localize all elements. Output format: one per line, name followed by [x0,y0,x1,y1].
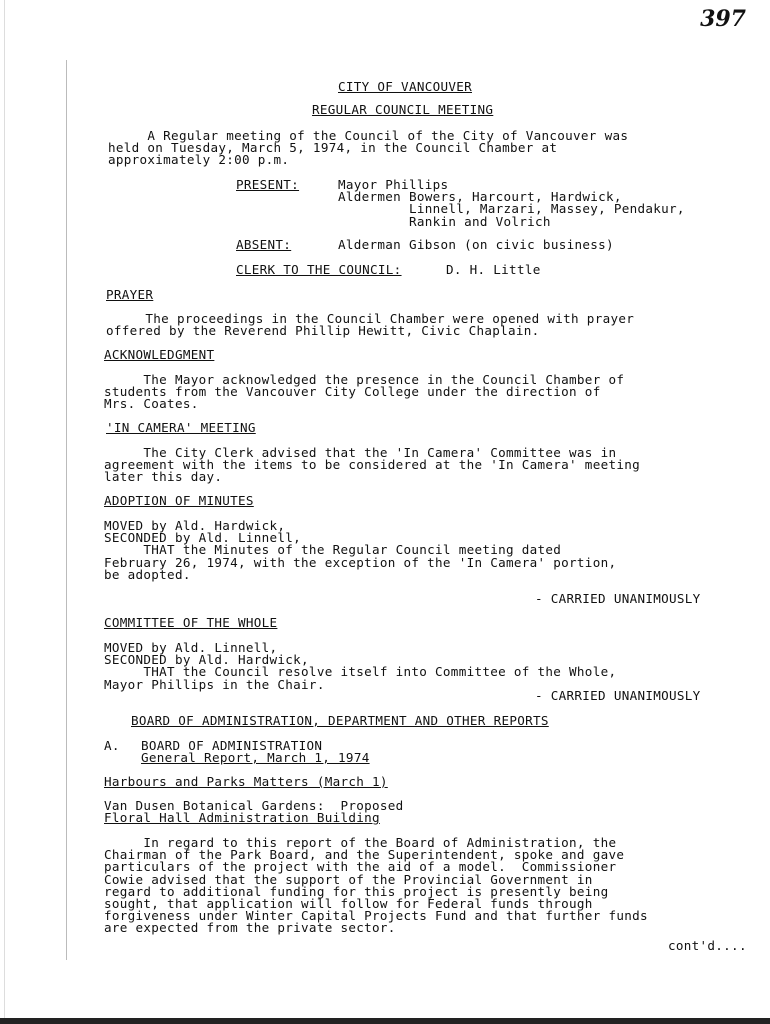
section-a-letter: A. [104,738,120,753]
committee-result: - CARRIED UNANIMOUSLY [535,688,701,703]
document-title: CITY OF VANCOUVER [338,79,472,94]
adoption-result: - CARRIED UNANIMOUSLY [535,591,701,606]
present-value: Mayor Phillips Aldermen Bowers, Harcourt, Hardwick, Linnell, Marzari, Massey, Pendakur, Rankin and Volrich [338,177,685,229]
clerk-value: D. H. Little [446,262,541,277]
margin-line [66,60,67,960]
committee-heading: COMMITTEE OF THE WHOLE [104,615,278,630]
vandusen-body: In regard to this report of the Board of Administration, the Chairman of the Park Board, and the Superintendent, spoke and gave particulars of the project with the aid of a model. Commissioner Cowie advised that the support of the Provincial Government in regard to additional funding for this project is presently being sought, that application will follow for Federal funds through forgiveness under Winter Capital Projects Fund and that further funds are expected from the private sector. [104,835,648,936]
harbours-heading: Harbours and Parks Matters (March 1) [104,774,388,789]
adoption-body: MOVED by Ald. Hardwick, SECONDED by Ald. Linnell, THAT the Minutes of the Regular Council meeting dated February 26, 1974, with the exception of the 'In Camera' portion, be adopted. [104,518,617,582]
clerk-label: CLERK TO THE COUNCIL: [236,262,402,277]
absent-value: Alderman Gibson (on civic business) [338,237,614,252]
vandusen-line2: Floral Hall Administration Building [104,810,380,825]
section-a-title: BOARD OF ADMINISTRATION [141,738,323,753]
intro-paragraph: A Regular meeting of the Council of the City of Vancouver was held on Tuesday, March 5, 1974, in the Council Chamber at approximately 2:00 p.m. [108,128,629,168]
prayer-heading: PRAYER [106,287,154,302]
reports-heading: BOARD OF ADMINISTRATION, DEPARTMENT AND OTHER REPORTS [131,713,549,728]
section-a-subtitle: General Report, March 1, 1974 [141,750,370,765]
in-camera-heading: 'IN CAMERA' MEETING [106,420,256,435]
acknowledgment-heading: ACKNOWLEDGMENT [104,347,215,362]
in-camera-body: The City Clerk advised that the 'In Camera' Committee was in agreement with the items to be considered at the 'In Camera' meeting later this day. [104,445,640,485]
continued-marker: cont'd.... [668,938,747,953]
absent-label: ABSENT: [236,237,292,252]
document-subtitle: REGULAR COUNCIL MEETING [312,102,494,117]
present-label: PRESENT: [236,177,300,192]
adoption-heading: ADOPTION OF MINUTES [104,493,254,508]
prayer-body: The proceedings in the Council Chamber were opened with prayer offered by the Reverend Phillip Hewitt, Civic Chaplain. [106,311,635,339]
scan-bottom-edge [0,1018,770,1024]
committee-body: MOVED by Ald. Linnell, SECONDED by Ald. Hardwick, THAT the Council resolve itself into Committee of the Whole, Mayor Phillips in the Chair. [104,640,617,692]
vandusen-line1: Van Dusen Botanical Gardens: Proposed [104,798,404,813]
acknowledgment-body: The Mayor acknowledged the presence in the Council Chamber of students from the Vancouver City College under the direction of Mrs. Coates. [104,372,625,412]
scan-edge [4,0,5,1024]
page-number: 397 [700,6,746,32]
